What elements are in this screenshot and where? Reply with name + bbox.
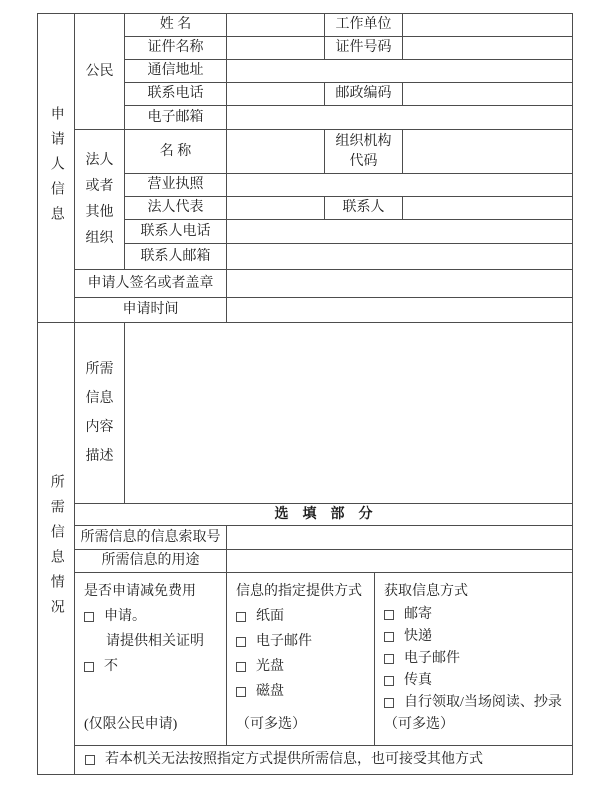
checkbox-mail-icon[interactable] xyxy=(384,610,394,620)
checkbox-apply-icon[interactable] xyxy=(84,612,94,622)
contact-email-label: 联系人邮箱 xyxy=(125,244,227,270)
work-unit-label: 工作单位 xyxy=(325,14,403,37)
fee-waiver-option-no[interactable] xyxy=(84,654,222,679)
obtain-option-express[interactable] xyxy=(384,626,568,648)
obtain-method-title: 获取信息方式 xyxy=(384,583,468,599)
checkbox-self-pickup-icon[interactable] xyxy=(384,698,394,708)
contact-phone-label: 联系人电话 xyxy=(125,220,227,244)
provide-method-column xyxy=(227,573,375,746)
provide-cd-label: 光盘 xyxy=(256,658,284,674)
fee-waiver-no-label: 不 xyxy=(104,658,118,674)
checkbox-paper-icon[interactable] xyxy=(236,612,246,622)
obtain-method-column xyxy=(375,573,573,746)
phone-label: 联系电话 xyxy=(125,83,227,106)
org-code-value-cell[interactable] xyxy=(403,130,573,174)
obtain-self-pickup-label: 自行领取/当场阅读、抄录 xyxy=(404,695,562,711)
fee-waiver-option-apply[interactable] xyxy=(84,604,222,629)
info-description-value-cell[interactable] xyxy=(125,323,573,504)
org-code-label xyxy=(325,130,403,174)
checkbox-provide-email-icon[interactable] xyxy=(236,637,246,647)
organization-group-label-text: 法人或者其他组织 xyxy=(85,152,114,246)
contact-person-label: 联系人 xyxy=(325,197,403,220)
address-value-cell[interactable] xyxy=(227,60,573,83)
applicant-section-title-cell xyxy=(38,14,75,323)
checkbox-cd-icon[interactable] xyxy=(236,662,246,672)
obtain-fax-label: 传真 xyxy=(404,673,432,689)
license-value-cell[interactable] xyxy=(227,174,573,197)
id-type-value-cell[interactable] xyxy=(227,37,325,60)
address-label: 通信地址 xyxy=(125,60,227,83)
postcode-label: 邮政编码 xyxy=(325,83,403,106)
checkbox-express-icon[interactable] xyxy=(384,632,394,642)
checkbox-disk-icon[interactable] xyxy=(236,687,246,697)
contact-phone-value-cell[interactable] xyxy=(227,220,573,244)
apply-time-value-cell[interactable] xyxy=(227,298,573,323)
fee-waiver-footnote: (仅限公民申请) xyxy=(84,716,178,732)
provide-option-paper[interactable] xyxy=(236,604,370,629)
id-number-label: 证件号码 xyxy=(325,37,403,60)
id-type-label: 证件名称 xyxy=(125,37,227,60)
provide-paper-label: 纸面 xyxy=(256,608,284,624)
obtain-option-fax[interactable] xyxy=(384,670,568,692)
fee-waiver-spacer xyxy=(84,679,222,712)
org-code-label-text: 组织机构代码 xyxy=(335,133,392,169)
provide-disk-label: 磁盘 xyxy=(256,683,284,699)
fee-waiver-column xyxy=(75,573,227,746)
provide-method-title: 信息的指定提供方式 xyxy=(236,583,362,599)
obtain-mail-label: 邮寄 xyxy=(404,607,432,623)
required-info-section-title-cell xyxy=(38,323,75,775)
checkbox-obtain-email-icon[interactable] xyxy=(384,654,394,664)
contact-email-value-cell[interactable] xyxy=(227,244,573,270)
name-value-cell[interactable] xyxy=(227,14,325,37)
id-number-value-cell[interactable] xyxy=(403,37,573,60)
organization-group-label xyxy=(75,130,125,270)
provide-option-cd[interactable] xyxy=(236,654,370,679)
provide-option-disk[interactable] xyxy=(236,679,370,704)
fee-waiver-apply-note: 请提供相关证明 xyxy=(106,633,204,649)
obtain-email-label: 电子邮件 xyxy=(404,651,460,667)
legal-rep-label: 法人代表 xyxy=(125,197,227,220)
provide-method-footnote: （可多选） xyxy=(236,716,306,732)
apply-time-label: 申请时间 xyxy=(75,298,227,323)
obtain-method-footnote: （可多选） xyxy=(384,717,454,733)
required-info-section-title: 所需信息情况 xyxy=(48,473,64,624)
fallback-note-label: 若本机关无法按照指定方式提供所需信息，也可接受其他方式 xyxy=(105,752,483,768)
index-number-label: 所需信息的信息索取号 xyxy=(75,526,227,550)
contact-person-value-cell[interactable] xyxy=(403,197,573,220)
fallback-note-row[interactable] xyxy=(75,746,573,775)
name-label: 姓 名 xyxy=(125,14,227,37)
fee-waiver-apply-label: 申请。 xyxy=(104,608,146,624)
email-value-cell[interactable] xyxy=(227,106,573,130)
info-description-label xyxy=(75,323,125,504)
provide-email-label: 电子邮件 xyxy=(256,633,312,649)
optional-section-header: 选 填 部 分 xyxy=(75,504,573,526)
fee-waiver-title: 是否申请减免费用 xyxy=(84,583,196,599)
obtain-option-self-pickup[interactable] xyxy=(384,692,568,714)
provide-method-spacer xyxy=(236,704,370,712)
checkbox-fax-icon[interactable] xyxy=(384,676,394,686)
checkbox-no-icon[interactable] xyxy=(84,662,94,672)
email-label: 电子邮箱 xyxy=(125,106,227,130)
org-name-label: 名 称 xyxy=(125,130,227,174)
obtain-express-label: 快递 xyxy=(404,629,432,645)
provide-option-email[interactable] xyxy=(236,629,370,654)
purpose-label: 所需信息的用途 xyxy=(75,550,227,573)
work-unit-value-cell[interactable] xyxy=(403,14,573,37)
signature-value-cell[interactable] xyxy=(227,270,573,298)
applicant-section-title: 申请人信息 xyxy=(48,105,64,231)
application-form-table xyxy=(37,13,573,775)
phone-value-cell[interactable] xyxy=(227,83,325,106)
info-description-label-text: 所需信息内容描述 xyxy=(85,362,114,464)
legal-rep-value-cell[interactable] xyxy=(227,197,325,220)
obtain-option-mail[interactable] xyxy=(384,604,568,626)
postcode-value-cell[interactable] xyxy=(403,83,573,106)
citizen-group-label: 公民 xyxy=(75,14,125,130)
license-label: 营业执照 xyxy=(125,174,227,197)
checkbox-fallback-icon[interactable] xyxy=(85,755,95,765)
obtain-option-email[interactable] xyxy=(384,648,568,670)
index-number-value-cell[interactable] xyxy=(227,526,573,550)
signature-label: 申请人签名或者盖章 xyxy=(75,270,227,298)
purpose-value-cell[interactable] xyxy=(227,550,573,573)
org-name-value-cell[interactable] xyxy=(227,130,325,174)
